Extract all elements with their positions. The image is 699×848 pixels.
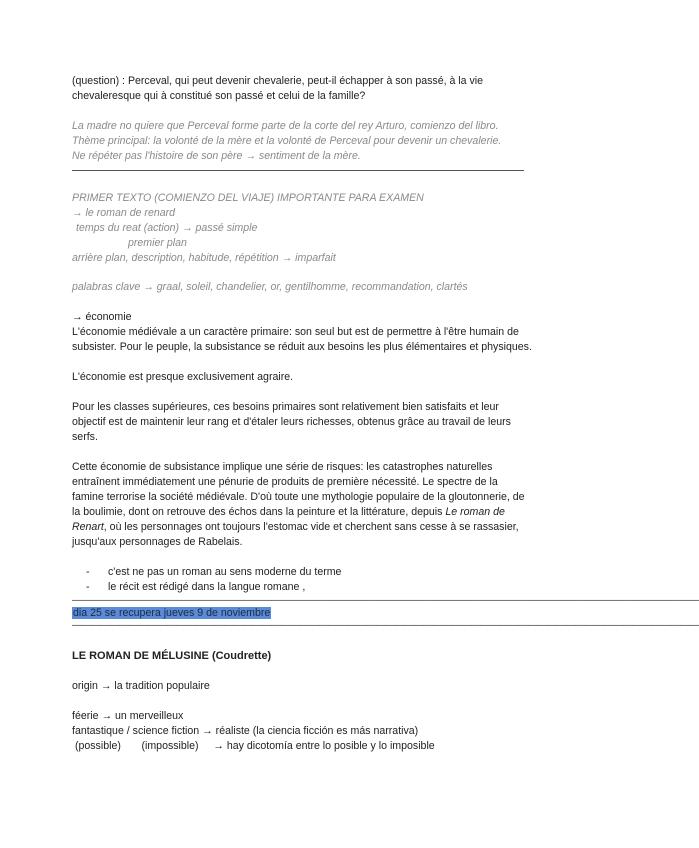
dash-separator-bottom: —————————————————————————————————————————————————————————————————— xyxy=(72,620,699,631)
dash-list xyxy=(72,565,532,595)
dash-bullet-icon: - xyxy=(86,566,90,578)
paragraph-4-text-end: , où les personnages ont toujours l'estomac vide et cherchent sans cesse à se rassasier, jusqu'aux personnages de Rabelais. xyxy=(72,521,519,548)
section-line-arriere-plan: arrière plan, description, habitude, répétition → imparfait xyxy=(72,252,336,264)
highlighted-text: dia 25 se recupera jueves 9 de noviembre xyxy=(73,607,271,619)
economy-paragraph-3: Pour les classes supérieures, ces besoins primaires sont relativement bien satisfaits et leur objectif est de maintenir leur rang et d'étaler leurs richesses, obtenus grâce au travail de leurs serfs. xyxy=(72,401,511,443)
spacer xyxy=(72,550,532,565)
spacer xyxy=(72,664,532,679)
melusine-title: LE ROMAN DE MÉLUSINE (Coudrette) xyxy=(72,650,272,662)
dash-separator-top: —————————————————————————————————————————————————————————————————— xyxy=(72,595,699,606)
note-line-3: Ne répéter pas l'histoire de son père → sentiment de la mère. xyxy=(72,150,361,162)
list-item xyxy=(86,580,532,595)
economy-heading: → économie xyxy=(72,311,132,323)
highlighted-line xyxy=(72,606,532,620)
list-item-text: c'est ne pas un roman au sens moderne du terme xyxy=(108,566,342,578)
section-line-roman-renard: → le roman de renard xyxy=(72,207,176,219)
note-line-1: La madre no quiere que Perceval forme parte de la corte del rey Arturo, comienzo del libro. xyxy=(72,120,499,132)
economy-paragraph-1: L'économie médiévale a un caractère primaire: son seul but est de permettre à l'être humain de subsister. Pour le peuple, la subsistance se réduit aux besoins les plus élémentaires et physiques. xyxy=(72,326,532,353)
italic-title-roman-renart: Le roman de Renart xyxy=(72,506,505,533)
keywords-line: palabras clave → graal, soleil, chandelier, or, gentilhomme, recommandation, clartés xyxy=(72,281,468,293)
spacer xyxy=(72,171,532,191)
document-page xyxy=(72,74,699,754)
dash-bullet-icon: - xyxy=(86,581,90,593)
spacer xyxy=(72,694,532,709)
section-line-temps: temps du reat (action) → passé simple xyxy=(76,222,258,234)
section-line-premier-plan: premier plan xyxy=(128,237,187,249)
melusine-origin: origin → la tradition populaire xyxy=(72,680,210,692)
spacer xyxy=(72,385,532,400)
section-heading-primer-texto: PRIMER TEXTO (COMIENZO DEL VIAJE) IMPORTANTE PARA EXAMEN xyxy=(72,192,424,204)
note-line-2: Thème principal: la volonté de la mère et la volonté de Perceval pour devenir un chevalerie. xyxy=(72,135,502,147)
list-item xyxy=(86,565,532,580)
melusine-feerie: féerie → un merveilleux xyxy=(72,710,184,722)
question-line-2: chevaleresque qui à constitué son passé et celui de la famille? xyxy=(72,90,366,102)
spacer xyxy=(72,445,532,460)
economy-paragraph-4 xyxy=(72,460,532,550)
spacer xyxy=(72,104,532,119)
spacer xyxy=(72,631,532,649)
question-line-1: (question) : Perceval, qui peut devenir chevalerie, peut-il échapper à son passé, à la vie xyxy=(72,75,484,87)
economy-paragraph-2: L'économie est presque exclusivement agraire. xyxy=(72,371,294,383)
spacer xyxy=(72,266,532,280)
melusine-possible-row: (possible) (impossible) → hay dicotomía entre lo posible y lo imposible xyxy=(72,740,435,752)
list-item-text: le récit est rédigé dans la langue romane , xyxy=(108,581,306,593)
melusine-fantastique: fantastique / science fiction → réaliste (la ciencia ficción es más narrativa) xyxy=(72,725,419,737)
spacer xyxy=(72,295,532,310)
spacer xyxy=(72,355,532,370)
paragraph-4-text-start: Cette économie de subsistance implique une série de risques: les catastrophes naturelles entraînent immédiatement une pénurie de produits de première nécessité. Le spectre de la famine terrorise la société médiévale. D'où toute une mythologie populaire de la gloutonnerie, de la boulimie, dont on retrouve des échos dans la peinture et la littérature, depuis xyxy=(72,461,525,518)
